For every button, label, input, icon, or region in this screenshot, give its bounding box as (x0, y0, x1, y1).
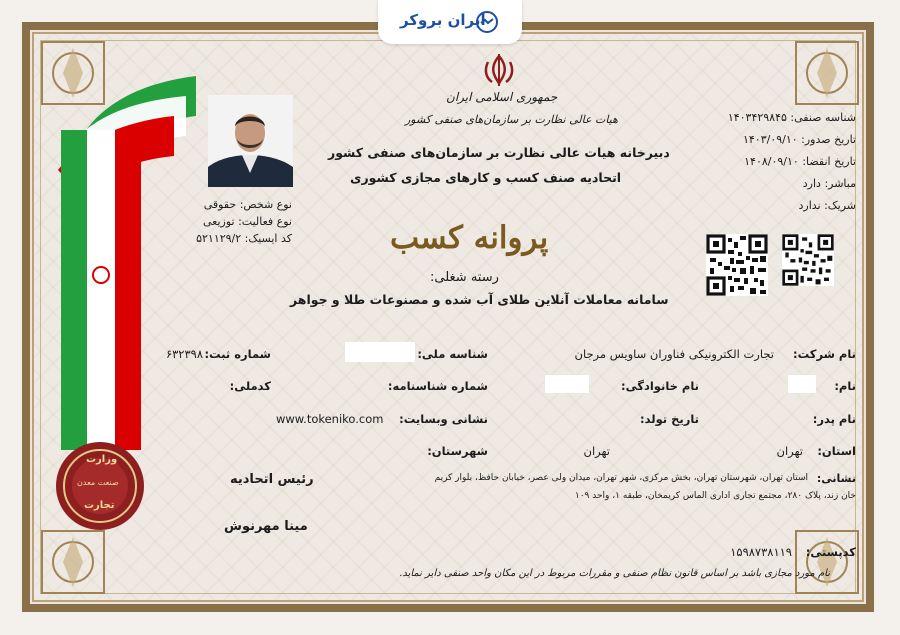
company-value: تجارت الکترونیکی فناوران ساویس مرجان (574, 347, 774, 361)
brand-tab (378, 0, 522, 44)
expiry-date: تاریخ انقضا: ۱۴۰۸/۰۹/۱۰ (744, 155, 856, 168)
qr-code-icon-secondary (782, 234, 834, 286)
website-label: نشانی وبسایت: (399, 412, 488, 426)
handshake-icon (476, 11, 498, 33)
portrait-image (208, 95, 293, 187)
postal-code-value: ۱۵۹۸۷۳۸۱۱۹ (730, 545, 792, 559)
father-name-label: نام پدر: (812, 412, 856, 426)
qr-code-icon (706, 234, 768, 296)
company-label: نام شرکت: (793, 347, 856, 361)
national-id-label: شناسه ملی: (417, 347, 488, 361)
union-head-name: مینا مهرنوش (224, 519, 308, 534)
guild-id: شناسه صنفی: ۱۴۰۳۴۲۹۸۴۵ (727, 111, 856, 124)
reg-number-label: شماره ثبت: (204, 347, 271, 361)
corner-ornament-bottom-left (38, 527, 108, 597)
partner-status: شریک: ندارد (798, 199, 856, 212)
operator-status: مباشر: دارد (802, 177, 856, 190)
category-label: رسته شغلی: (430, 270, 499, 285)
activity-type: نوع فعالیت: توزیعی (203, 215, 292, 228)
city-label: شهرستان: (427, 444, 488, 458)
union-text: اتحادیه صنف کسب و کارهای مجازی کشوری (350, 170, 622, 185)
province-label: استان: (817, 444, 856, 458)
iran-flag-ribbon (56, 70, 201, 450)
page-title: پروانه کسب (390, 220, 549, 256)
national-id-redacted (345, 342, 415, 362)
brand-name: ایران بروکر (400, 11, 486, 29)
isic-code: کد ایسیک: ۵۲۱۱۲۹/۲ (196, 232, 292, 245)
footer-note: نام مورد مجازی باشد بر اساس قانون نظام صنفی و مقررات مربوط در این مکان واحد صنفی دایر نماید. (399, 568, 830, 579)
corner-ornament-bottom-right (792, 527, 862, 597)
category-value: سامانه معاملات آنلاین طلای آب شده و مصنوعات طلا و جواهر (290, 292, 669, 307)
last-name-label: نام خانوادگی: (621, 379, 699, 393)
province-value: تهران (776, 444, 803, 458)
city-value: تهران (583, 444, 610, 458)
applicant-photo (208, 95, 293, 187)
secretariat-text: دبیرخانه هیات عالی نظارت بر سازمان‌های صنفی کشور (328, 145, 670, 160)
address-line-1: استان تهران، شهرستان تهران، بخش مرکزی، شهر تهران، میدان ولی عصر، خیابان حافظ، بلوار کریم (434, 473, 808, 483)
first-name-redacted (788, 375, 816, 393)
reg-number-value: ۶۳۲۳۹۸ (165, 347, 203, 361)
person-type: نوع شخص: حقوقی (203, 198, 292, 211)
emblem-icon (480, 52, 518, 88)
corner-ornament-top-right (792, 38, 862, 108)
seal-text-bottom: تجارت (84, 500, 115, 511)
address-line-2: خان زند، پلاک ۲۸۰، مجتمع تجاری اداری الماس کریمخان، طبقه ۱، واحد ۱۰۹ (574, 491, 856, 501)
board-text: هیات عالی نظارت بر سازمان‌های صنفی کشور (405, 113, 618, 126)
last-name-redacted (545, 375, 589, 393)
postal-code-label: کدپستی: (805, 545, 856, 559)
first-name-label: نام: (834, 379, 856, 393)
seal-text-top: وزارت (86, 454, 118, 465)
seal-text-mid: صنعت معدن (77, 478, 119, 487)
website-value: www.tokeniko.com (276, 412, 384, 426)
republic-text: جمهوری اسلامی ایران (446, 90, 558, 104)
national-code-label: کدملی: (229, 379, 271, 393)
issue-date: تاریخ صدور: ۱۴۰۳/۰۹/۱۰ (742, 133, 856, 146)
address-label: نشانی: (816, 472, 856, 485)
union-head-title: رئیس اتحادیه (230, 472, 314, 487)
birth-date-label: تاریخ تولد: (640, 412, 699, 426)
id-number-label: شماره شناسنامه: (387, 379, 488, 393)
